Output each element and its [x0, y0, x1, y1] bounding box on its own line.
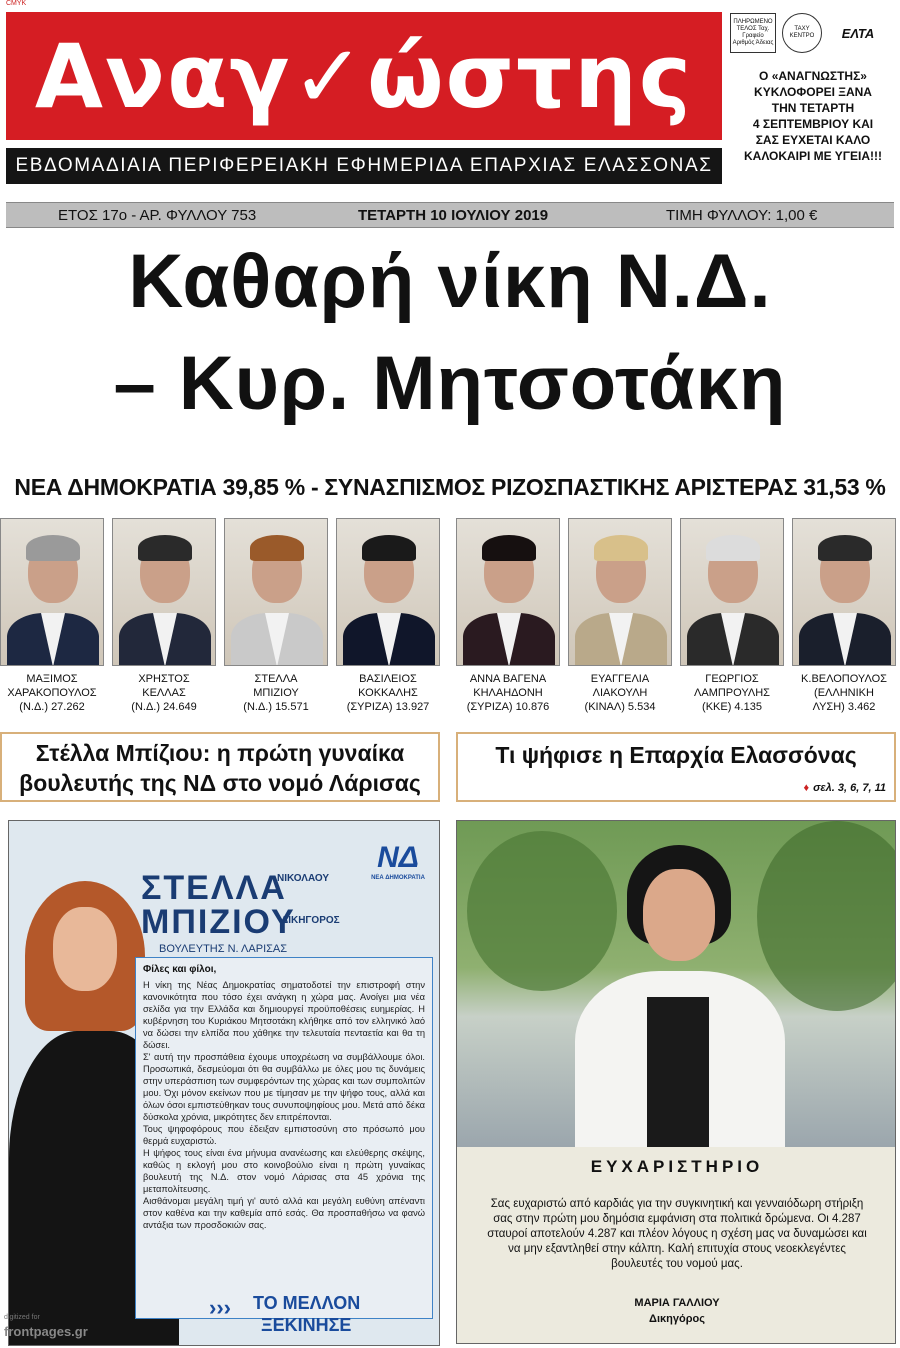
letter-greeting: Φίλες και φίλοι,: [143, 964, 217, 975]
candidate-photo: [680, 518, 784, 666]
candidate-caption-line: ΧΑΡΑΚΟΠΟΥΛΟΣ: [7, 687, 97, 699]
sub-headline-elassona[interactable]: [456, 732, 896, 802]
park-photo: [457, 821, 896, 1147]
candidate-caption-line: ΒΑΣΙΛΕΙΟΣ: [359, 673, 417, 685]
ad-slogan-line2: ΞΕΚΙΝΗΣΕ: [261, 1315, 352, 1335]
candidate-hair: [482, 535, 536, 561]
source-site[interactable]: frontpages.gr: [4, 1324, 88, 1339]
page-reference-text: σελ. 3, 6, 7, 11: [813, 782, 886, 794]
notice-line: Ο «ΑΝΑΓΝΩΣΤΗΣ»: [759, 69, 867, 83]
candidate-caption-line: (ΣΥΡΙΖΑ) 10.876: [466, 701, 550, 713]
candidate-caption: [224, 672, 328, 714]
issue-info-bar: [6, 202, 894, 228]
candidate-caption-line: (Ν.Δ.) 27.262: [19, 701, 85, 713]
issue-price: ΤΙΜΗ ΦΥΛΛΟΥ: 1,00 €: [666, 206, 818, 224]
thanks-body: Σας ευχαριστώ από καρδιάς για την συγκινητική και γενναιόδωρη στήριξη σας στην πρώτη μου δημόσια εμφάνιση στα πολιτικά δρώμενα. Οι 4.287 σταυροί αποτελούν 4.287 και πλέον λόγους η σχέση μας να δυναμώσει και να μην εξαντληθεί στην κάλπη. Καλή επιτυχία στους νεοεκλεγέντες βουλευτές του νομού μας.: [487, 1198, 867, 1270]
candidate-caption-line: (ΚΚΕ) 4.135: [702, 701, 762, 713]
candidate-caption-line: (ΕΛΛΗΝΙΚΗ: [814, 687, 874, 699]
candidate-caption-line: ΧΡΗΣΤΟΣ: [138, 673, 190, 685]
advertisement-bizou[interactable]: [8, 820, 440, 1346]
letter-paragraph: Αισθάνομαι μεγάλη τιμή γι' αυτό αλλά και μεγάλη ευθύνη απέναντι στον καθένα και την καθεμία από εσάς. Θα προσπαθήσω να φανώ αντάξια των προσδοκιών σας.: [143, 1196, 425, 1230]
portrait-face: [53, 907, 117, 991]
letter-paragraph: Η ψήφος τους είναι ένα μήνυμα ανανέωσης και ελεύθερης σκέψης, καθώς η εκλογή μου στο κοινοβούλιο είναι η πρώτη γυναίκας βουλευτή της Ν.Δ. στον νομό Λάρισας στα 45 χρόνια της μεταπολίτευσης.: [143, 1148, 425, 1194]
candidate-caption-line: ΚΗΛΑΗΔΟΝΗ: [473, 687, 543, 699]
candidate-caption-line: ΛΙΑΚΟΥΛΗ: [592, 687, 648, 699]
nd-party-logo: [361, 841, 435, 895]
thanks-title: ΕΥΧΑΡΙΣΤΗΡΙΟ: [590, 1157, 764, 1176]
candidate-card[interactable]: [680, 518, 784, 714]
candidate-hair: [138, 535, 192, 561]
notice-line: ΣΑΣ ΕΥΧΕΤΑΙ ΚΑΛΟ: [755, 133, 871, 147]
letter-body: [143, 979, 425, 1231]
thanks-signature-role: Δικηγόρος: [649, 1313, 705, 1325]
candidate-caption-line: ΚΕΛΛΑΣ: [142, 687, 186, 699]
ad-father-name: ΝΙΚΟΛΑΟΥ: [277, 873, 330, 884]
candidate-card[interactable]: [568, 518, 672, 714]
issue-number: ΕΤΟΣ 17ο - ΑΡ. ΦΥΛΛΟΥ 753: [58, 206, 257, 224]
candidate-card[interactable]: [224, 518, 328, 714]
candidate-caption: [568, 672, 672, 714]
tree-shape: [467, 831, 617, 991]
ad-profession: ΔΙΚΗΓΟΡΟΣ: [281, 915, 340, 926]
candidate-card[interactable]: [112, 518, 216, 714]
ad-first-name: ΣΤΕΛΛΑ: [141, 869, 287, 907]
candidate-caption: [456, 672, 560, 714]
arrows-icon: ›››: [209, 1295, 231, 1320]
candidate-caption-line: ΛΥΣΗ) 3.462: [812, 701, 876, 713]
candidate-photo: [336, 518, 440, 666]
notice-line: ΤΗΝ ΤΕΤΑΡΤΗ: [771, 101, 855, 115]
ad-last-name: ΜΠΙΖΙΟΥ: [141, 903, 296, 941]
candidate-hair: [594, 535, 648, 561]
thanks-signature: ΜΑΡΙΑ ΓΑΛΛΙΟΥ: [634, 1297, 720, 1309]
candidate-caption-line: ΑΝΝΑ ΒΑΓΕΝΑ: [469, 673, 547, 685]
notice-line: ΚΥΚΛΟΦΟΡΕΙ ΞΑΝΑ: [754, 85, 872, 99]
nd-logo-mark: ΝΔ: [377, 841, 419, 874]
candidate-hair: [250, 535, 304, 561]
candidate-photo: [568, 518, 672, 666]
candidate-hair: [26, 535, 80, 561]
sub-headline-line: Στέλλα Μπίζιου: η πρώτη γυναίκα: [35, 740, 405, 766]
publication-notice: [730, 68, 896, 164]
candidate-caption-line: (Ν.Δ.) 15.571: [243, 701, 309, 713]
candidate-caption-line: (Ν.Δ.) 24.649: [131, 701, 197, 713]
diamond-icon: ♦: [803, 782, 810, 794]
candidate-card[interactable]: [0, 518, 104, 714]
candidate-caption-line: (ΚΙΝΑΛ) 5.534: [584, 701, 656, 713]
notice-line: ΚΑΛΟΚΑΙΡΙ ΜΕ ΥΓΕΙΑ!!!: [743, 149, 882, 163]
sub-headline-line: βουλευτής της ΝΔ στο νομό Λάρισας: [19, 770, 421, 796]
candidate-photo: [224, 518, 328, 666]
candidate-caption: [680, 672, 784, 714]
candidate-hair: [706, 535, 760, 561]
postage-stamps: [730, 12, 894, 54]
nd-logo-text: ΝΕΑ ΔΗΜΟΚΡΑΤΙΑ: [371, 875, 425, 881]
candidate-hair: [362, 535, 416, 561]
candidate-photo: [456, 518, 560, 666]
digitized-mark: digitized for: [4, 1314, 40, 1321]
candidate-caption-line: ΛΑΜΠΡΟΥΛΗΣ: [694, 687, 770, 699]
candidate-caption: [112, 672, 216, 714]
postage-paid-stamp: ΠΛΗΡΩΜΕΝΟ ΤΕΛΟΣ Ταχ. Γραφείο Αριθμός Άδειας: [730, 13, 776, 53]
ad-mp-title: ΒΟΥΛΕΥΤΗΣ Ν. ΛΑΡΙΣΑΣ: [159, 943, 288, 955]
election-results-line: ΝΕΑ ΔΗΜΟΚΡΑΤΙΑ 39,85 % - ΣΥΝΑΣΠΙΣΜΟΣ ΡΙΖΟΣΠΑΣΤΙΚΗΣ ΑΡΙΣΤΕΡΑΣ 31,53 %: [14, 474, 886, 500]
sub-headline-title: Τι ψήφισε η Επαρχία Ελασσόνας: [495, 742, 857, 768]
candidate-caption-line: (ΣΥΡΙΖΑ) 13.927: [346, 701, 430, 713]
candidate-hair: [818, 535, 872, 561]
main-headline-line1[interactable]: Καθαρή νίκη Ν.Δ.: [128, 239, 772, 324]
post-center-stamp: ΤΑΧΥ ΚΕΝΤΡΟ: [782, 13, 822, 53]
page-reference: [803, 782, 886, 794]
candidate-caption-line: Κ.ΒΕΛΟΠΟΥΛΟΣ: [801, 673, 887, 685]
candidate-caption-line: ΣΤΕΛΛΑ: [254, 673, 298, 685]
candidate-caption-line: ΜΑΞΙΜΟΣ: [26, 673, 78, 685]
main-headline-line2[interactable]: – Κυρ. Μητσοτάκη: [113, 341, 787, 426]
candidate-caption-line: ΓΕΩΡΓΙΟΣ: [705, 673, 759, 685]
candidate-card[interactable]: [792, 518, 896, 714]
portrait-face: [643, 869, 715, 961]
candidate-caption-line: ΕΥΑΓΓΕΛΙΑ: [590, 673, 650, 685]
candidate-card[interactable]: [456, 518, 560, 714]
print-color-mark: CMYK: [6, 0, 27, 7]
newspaper-subtitle: ΕΒΔΟΜΑΔΙΑΙΑ ΠΕΡΙΦΕΡΕΙΑΚΗ ΕΦΗΜΕΡΙΔΑ ΕΠΑΡΧΙΑΣ ΕΛΑΣΣΟΝΑΣ: [6, 148, 722, 184]
letter-paragraph: Σ' αυτή την προσπάθεια έχουμε υποχρέωση να συμβάλλουμε όλοι. Προσωπικά, δεσμεύομαι ότι θα συμβάλλω με όλες μου τις δυνάμεις στην υπεράσπιση των συμφερόντων της χώρας και των συμπολιτών μου. Όχι μόνον εκείνων που με τίμησαν με την ψήφο τους, αλλά και όλων όσοι εμπιστεύθηκαν τους συνυποψηφίους μου. Μετά από δέκα δύσκολα χρόνια, μικρότητες δεν επιτρέπονται.: [143, 1052, 425, 1122]
candidate-photo: [792, 518, 896, 666]
candidates-row: [0, 518, 900, 724]
candidate-caption-line: ΚΟΚΚΑΛΗΣ: [358, 687, 418, 699]
notice-line: 4 ΣΕΠΤΕΜΒΡΙΟΥ ΚΑΙ: [752, 117, 874, 131]
ad-slogan-line1: ΤΟ ΜΕΛΛΟΝ: [253, 1293, 361, 1313]
advertisement-galliou[interactable]: [456, 820, 896, 1344]
issue-date: ΤΕΤΑΡΤΗ 10 ΙΟΥΛΙΟΥ 2019: [358, 206, 549, 224]
masthead-banner: [6, 12, 722, 140]
candidate-photo: [112, 518, 216, 666]
letter-paragraph: Η νίκη της Νέας Δημοκρατίας σηματοδοτεί την επιστροφή στην κανονικότητα που τόσο έχει ανάγκη η χώρα μας. Ανοίγει μια νέα σελίδα για την Ελλάδα και δημιουργεί προϋποθέσεις ευημερίας. Η κυβέρνηση του Κυριάκου Μητσοτάκη κλήθηκε από τον ελληνικό λαό να δώσει την ελπίδα που χάθηκε την τελευταία πενταετία και θα τη δώσει.: [143, 980, 425, 1050]
candidate-caption-line: ΜΠΙΖΙΟΥ: [253, 687, 299, 699]
candidate-caption: [792, 672, 896, 714]
thank-you-letter: [135, 957, 433, 1319]
tree-shape: [757, 821, 896, 1011]
candidate-caption: [336, 672, 440, 714]
letter-paragraph: Τους ψηφοφόρους που έδειξαν εμπιστοσύνη στο πρόσωπό μου θερμά ευχαριστώ.: [143, 1124, 425, 1146]
elta-logo: ΕΛΤΑ: [841, 25, 875, 41]
candidate-photo: [0, 518, 104, 666]
portrait-top: [647, 997, 709, 1147]
sub-headline-bizou[interactable]: [0, 732, 440, 802]
candidate-caption: [0, 672, 104, 714]
candidate-card[interactable]: [336, 518, 440, 714]
newspaper-logo[interactable]: Αναγ✓ώστης: [34, 24, 694, 128]
